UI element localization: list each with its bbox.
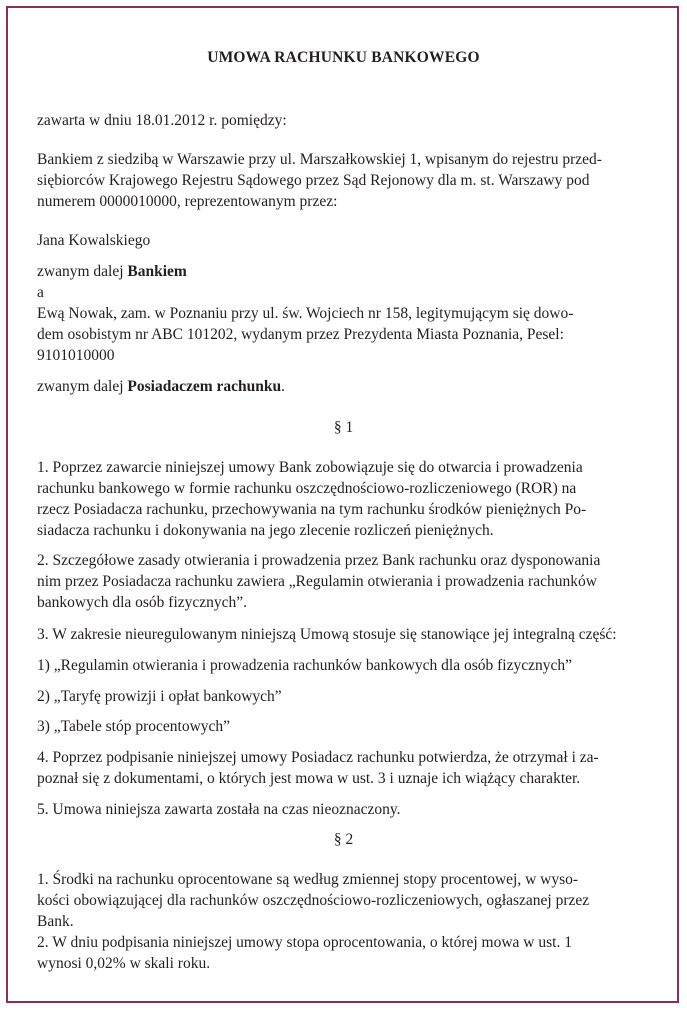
section-2-heading: § 2: [333, 831, 354, 848]
holder-party-line-3: 9101010000: [37, 347, 115, 364]
holder-alias-prefix: zwanym dalej: [37, 378, 128, 395]
bank-alias-prefix: zwanym dalej: [37, 263, 128, 280]
s2-p1-line-1: 1. Środki na rachunku oprocentowane są według zmiennej stopy procentowej, w wyso-: [37, 871, 579, 888]
section-1-paragraph-5: 5. Umowa niniejsza zawarta została na czas nieoznaczony.: [37, 801, 401, 818]
s1-p1-line-2: rachunku bankowego w formie rachunku oszczędnościowo-rozliczeniowego (ROR) na: [37, 480, 577, 497]
holder-party-line-1: Ewą Nowak, zam. w Poznaniu przy ul. św. Wojciech nr 158, legitymującym się dowo-: [37, 305, 574, 322]
bank-party-line-3: numerem 0000010000, reprezentowanym przez:: [37, 193, 338, 210]
holder-party-line-2: dem osobistym nr ABC 101202, wydanym przez Prezydenta Miasta Poznania, Pesel:: [37, 326, 564, 343]
document-title: UMOWA RACHUNKU BANKOWEGO: [207, 49, 480, 66]
section-1-paragraph-3: 3. W zakresie nieuregulowanym niniejszą Umową stosuje się stanowiące jej integralną część:: [37, 626, 617, 643]
holder-alias-term: Posiadaczem rachunku: [127, 378, 282, 395]
s1-p4-line-1: 4. Poprzez podpisanie niniejszej umowy Posiadacz rachunku potwierdza, że otrzymał i za-: [37, 749, 599, 766]
representative-name: Jana Kowalskiego: [37, 232, 151, 249]
bank-alias-line: [37, 261, 650, 282]
s1-p1-line-3: rzecz Posiadacza rachunku, przechowywania na tym rachunku środków pieniężnych Po-: [37, 501, 587, 518]
s2-p2-line-2: wynosi 0,02% w skali roku.: [37, 955, 211, 972]
s1-p2-line-1: 2. Szczegółowe zasady otwierania i prowadzenia przez Bank rachunku oraz dysponowania: [37, 552, 601, 569]
conjunction: a: [37, 284, 44, 301]
holder-alias-suffix: .: [281, 378, 285, 395]
s1-p2-line-3: bankowych dla osób fizycznych”.: [37, 594, 248, 611]
s1-p1-line-1: 1. Poprzez zawarcie niniejszej umowy Bank zobowiązuje się do otwarcia i prowadzenia: [37, 459, 583, 476]
list-item: 2) „Taryfę prowizji i opłat bankowych”: [37, 688, 282, 705]
bank-party-line-2: siębiorców Krajowego Rejestru Sądowego przez Sąd Rejonowy dla m. st. Warszawy pod: [37, 172, 590, 189]
s2-p1-line-3: Bank.: [37, 913, 74, 930]
bank-alias-term: Bankiem: [127, 263, 187, 280]
bank-party-line-1: Bankiem z siedzibą w Warszawie przy ul. Marszałkowskiej 1, wpisanym do rejestru przed-: [37, 151, 602, 168]
s1-p4-line-2: poznał się z dokumentami, o których jest mowa w ust. 3 i uznaje ich wiążący charakter.: [37, 770, 581, 787]
intro-line: zawarta w dniu 18.01.2012 r. pomiędzy:: [37, 112, 287, 129]
s2-p1-line-2: kości obowiązującej dla rachunków oszczędnościowo-rozliczeniowych, ogłaszanej przez: [37, 892, 590, 909]
s1-p1-line-4: siadacza rachunku i dokonywania na jego zlecenie rozliczeń pieniężnych.: [37, 522, 494, 539]
section-1-heading: § 1: [333, 419, 354, 436]
s2-p2-line-1: 2. W dniu podpisania niniejszej umowy stopa oprocentowania, o której mowa w ust. 1: [37, 934, 572, 951]
list-item: 1) „Regulamin otwierania i prowadzenia rachunków bankowych dla osób fizycznych”: [37, 657, 572, 674]
holder-alias-line: [37, 376, 650, 397]
list-item: 3) „Tabele stóp procentowych”: [37, 718, 231, 735]
s1-p2-line-2: nim przez Posiadacza rachunku zawiera „Regulamin otwierania i prowadzenia rachunków: [37, 573, 597, 590]
